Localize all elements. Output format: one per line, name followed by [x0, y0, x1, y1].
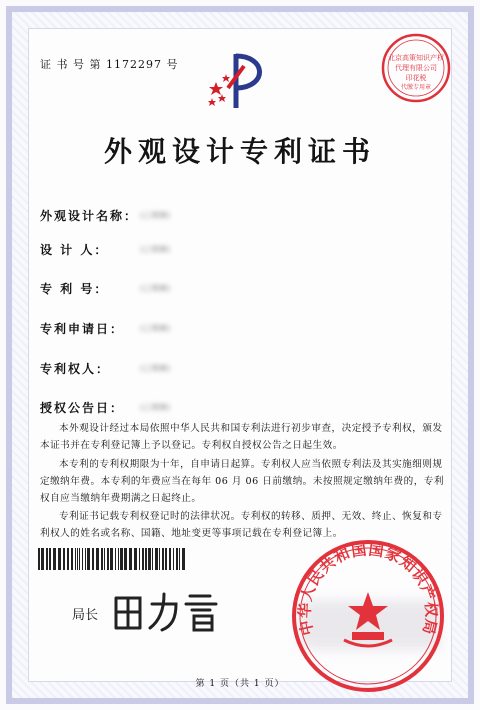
field-value-patent-no: (已模糊) — [140, 284, 171, 293]
field-value-grant-date: (已模糊) — [140, 403, 171, 412]
certificate-number: 证 书 号 第 1172297 号 — [40, 58, 179, 71]
field-value-designer: (已模糊) — [140, 245, 171, 254]
paragraph-status: 专利证书记载专利权登记时的法律状况。专利权的转移、质押、无效、终止、恢复和专利权人的姓名或名称、国籍、地址变更等事项记载在专利登记簿上。 — [40, 511, 443, 539]
field-label-designer: 设 计 人： — [40, 243, 109, 257]
field-value-patentee: (已模糊) — [140, 364, 171, 373]
field-label-patentee: 专利权人： — [40, 362, 111, 376]
field-label-grant-date: 授权公告日： — [40, 401, 125, 415]
svg-text:北京高策知识产权: 北京高策知识产权 — [388, 54, 444, 62]
signature-icon — [110, 588, 230, 636]
field-label-design-name: 外观设计名称： — [40, 209, 139, 223]
svg-text:代缴专用章: 代缴专用章 — [400, 84, 432, 91]
tax-stamp-icon — [380, 32, 452, 104]
barcode-icon — [36, 548, 186, 570]
official-seal-icon — [288, 536, 448, 696]
document-title: 外观设计专利证书 — [103, 135, 376, 168]
field-label-filing-date: 专利申请日： — [40, 322, 125, 336]
cnipa-logo-icon — [206, 48, 272, 114]
field-label-patent-no: 专 利 号： — [40, 282, 109, 296]
director-label: 局长 — [72, 608, 99, 623]
field-value-design-name: (已模糊) — [140, 211, 171, 220]
field-value-filing-date: (已模糊) — [140, 324, 171, 333]
svg-text:印花税: 印花税 — [405, 74, 427, 82]
page-number: 第 1 页（共 1 页） — [195, 679, 285, 689]
paragraph-grant: 本外观设计经过本局依照中华人民共和国专利法进行初步审查，决定授予专利权，颁发本证书并在专利登记簿上予以登记。专利权自授权公告之日起生效。 — [40, 423, 443, 451]
svg-text:中华人民共和国国家知识产权局: 中华人民共和国国家知识产权局 — [295, 540, 441, 638]
svg-text:代理有限公司: 代理有限公司 — [395, 64, 437, 72]
paragraph-term: 本专利的专利权期限为十年，自申请日起算。专利权人应当依照专利法及其实施细则规定缴纳年费。本专利的年费应当在每年 06 月 06 日前缴纳。未按照规定缴纳年费的，专利权自应当缴纳年费期满之日起终止。 — [40, 459, 444, 504]
